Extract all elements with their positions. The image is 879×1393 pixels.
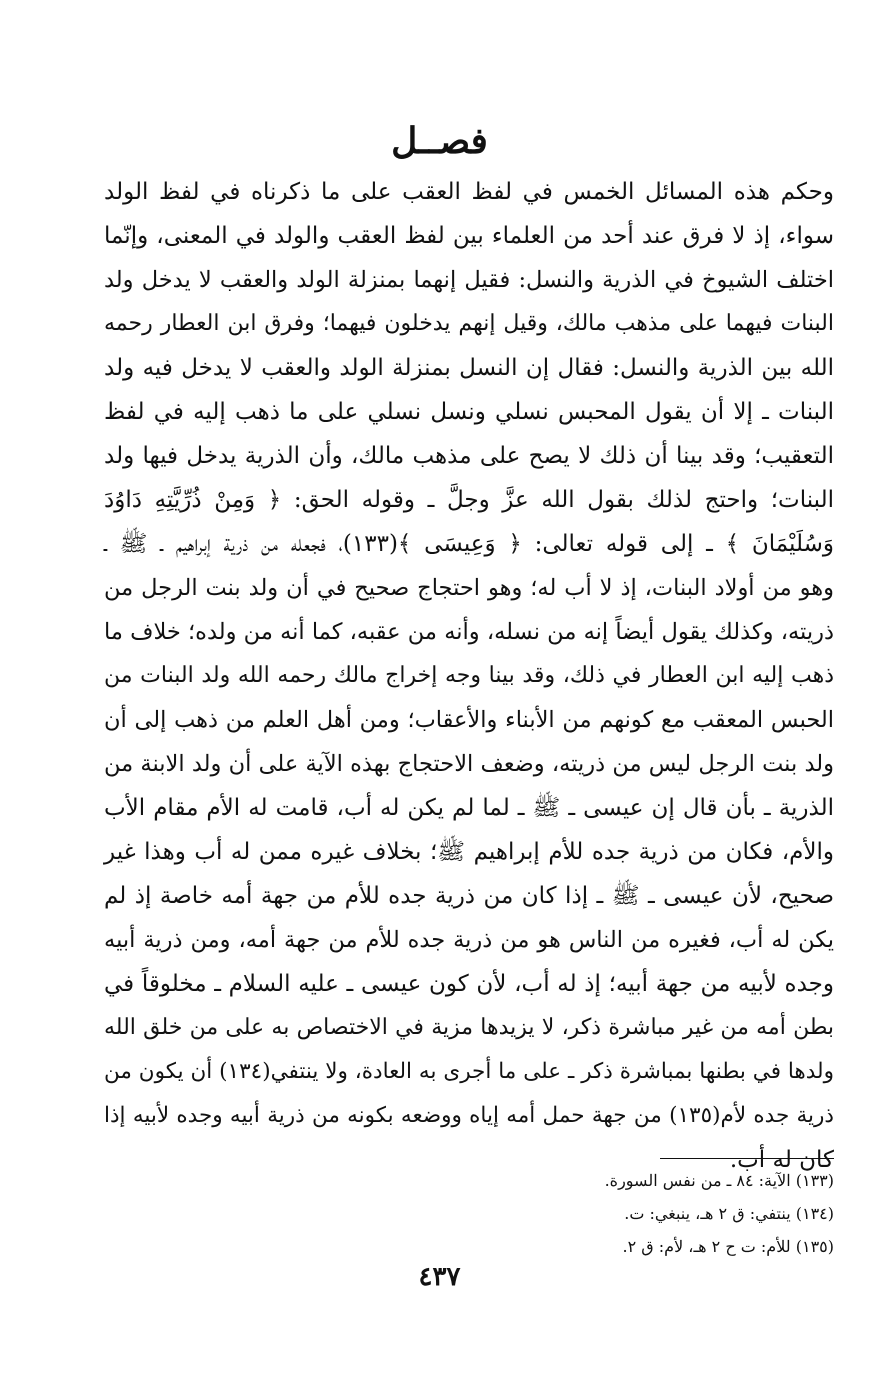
- footnote-separator: [660, 1158, 834, 1159]
- footnote: (١٣٤) ينتفي: ق ٢ هـ، ينبغي: ت.: [624, 1204, 834, 1223]
- text-line: وجده لأبيه من جهة أبيه؛ إذ له أب، لأن كون عيسى ـ عليه السلام ـ مخلوقاً في: [104, 971, 834, 997]
- text-line: ذرية جده لأم(١٣٥) من جهة حمل أمه إياه ووضعه بكونه من ذرية أبيه وجده لأبيه إذا: [104, 1103, 835, 1128]
- text-line: اختلف الشيوخ في الذرية والنسل: فقيل إنهما بمنزلة الولد والعقب لا يدخل ولد: [104, 267, 834, 293]
- text-line: وَسُلَيْمَانَ ﴾ ـ إلى قوله تعالى: ﴿ وَعِيسَى ﴾(١٣٣)، فجعله من ذرية إبراهيم ـ ﷺ ـ: [104, 531, 834, 557]
- text-line: الله بين الذرية والنسل: فقال إن النسل بمنزلة الولد والعقب لا يدخل فيه ولد: [104, 355, 834, 381]
- text-line: وهو من أولاد البنات، إذ لا أب له؛ وهو احتجاج صحيح في أن ولد بنت الرجل من: [104, 575, 834, 601]
- page-number: ٤٣٧: [418, 1262, 461, 1292]
- footnote: (١٣٣) الآية: ٨٤ ـ من نفس السورة.: [604, 1171, 834, 1190]
- footnotes: [104, 1164, 834, 1263]
- body-text: [104, 170, 834, 1182]
- text-line: البنات ـ إلا أن يقول المحبس نسلي ونسل نسلي على ما ذهب إليه في لفظ: [104, 399, 834, 425]
- text-line: التعقيب؛ وقد بينا أن ذلك لا يصح على مذهب مالك، وأن الذرية يدخل فيها ولد: [104, 443, 834, 469]
- section-title: فصــل: [391, 120, 488, 162]
- text-line: ذريته، وكذلك يقول أيضاً إنه من نسله، وأنه من عقبه، كما أنه من ولده؛ خلاف ما: [104, 619, 834, 645]
- text-line: البنات؛ واحتج لذلك بقول الله عزَّ وجلَّ ـ وقوله الحق: ﴿ وَمِنْ ذُرِّيَّتِهِ دَاوُدَ: [104, 487, 834, 513]
- text-line: يكن له أب، فغيره من الناس هو من ذرية جده للأم من جهة أمه، ومن ذرية أبيه: [104, 927, 834, 953]
- text-line-last: كان له أب.: [729, 1147, 834, 1173]
- text-line: ولد بنت الرجل ليس من ذريته، وضعف الاحتجاج بهذه الآية على أن ولد الابنة من: [104, 751, 834, 777]
- text-line: صحيح، لأن عيسى ـ ﷺ ـ إذا كان من ذرية جده للأم من جهة أمه خاصة إذ لم: [104, 883, 834, 909]
- text-line: ذهب إليه ابن العطار في ذلك، وقد بينا وجه إخراج مالك رحمه الله ولد البنات من: [104, 663, 834, 688]
- text-line: والأم، فكان من ذرية جده للأم إبراهيم ﷺ؛ بخلاف غيره ممن له أب وهذا غير: [104, 839, 834, 865]
- text-line: سواء، إذ لا فرق عند أحد من العلماء بين لفظ العقب والولد في المعنى، وإنّما: [104, 223, 834, 249]
- text-line: الحبس المعقب مع كونهم من الأبناء والأعقاب؛ ومن أهل العلم من ذهب إلى أن: [104, 707, 834, 733]
- text-line: البنات فيهما على مذهب مالك، وقيل إنهم يدخلون فيهما؛ وفرق ابن العطار رحمه: [104, 311, 834, 336]
- text-line: الذرية ـ بأن قال إن عيسى ـ ﷺ ـ لما لم يكن له أب، قامت له الأم مقام الأب: [104, 795, 835, 821]
- text-line: ولدها في بطنها بمباشرة ذكر ـ على ما أجرى به العادة، ولا ينتفي(١٣٤) أن يكون من: [104, 1059, 834, 1084]
- text-line: بطن أمه من غير مباشرة ذكر، لا يزيدها مزية في الاختصاص به على من خلق الله: [104, 1015, 834, 1040]
- footnote: (١٣٥) للأم: ت ح ٢ هـ، لأم: ق ٢.: [622, 1237, 834, 1256]
- text-line: وحكم هذه المسائل الخمس في لفظ العقب على ما ذكرناه في لفظ الولد: [104, 179, 834, 205]
